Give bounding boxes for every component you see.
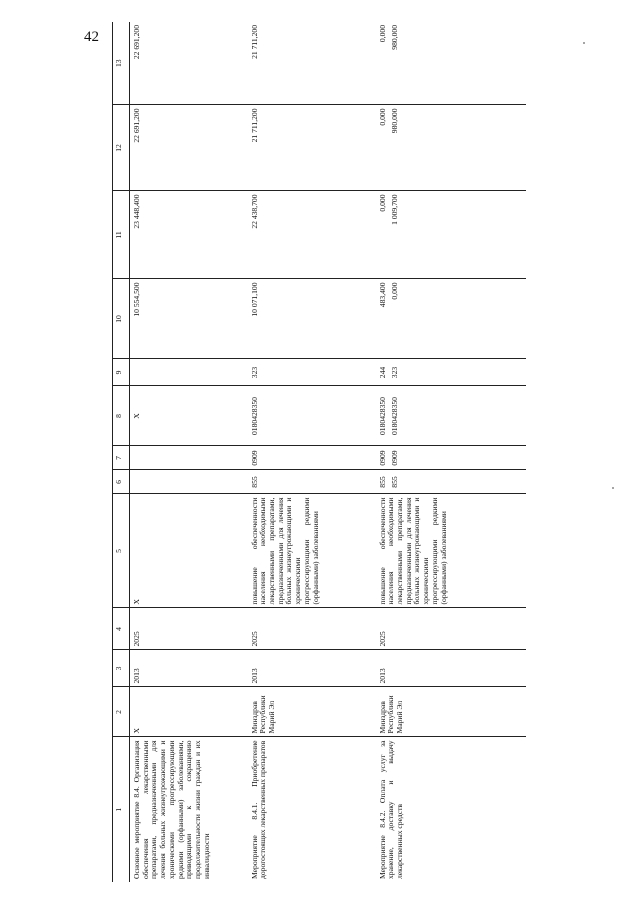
- cell-value: 244: [377, 366, 387, 379]
- value-col13-cell: [130, 22, 248, 105]
- cell-value: 323: [249, 366, 259, 379]
- table-body: [130, 22, 526, 882]
- cell-value: 0180428350: [249, 397, 259, 435]
- value-col12-cell: [130, 105, 248, 191]
- grbs-code-cell: [376, 470, 526, 494]
- activity-name-cell: Мероприятие 8.4.1. Приобретение дорогостоящих лекарственных препаратов: [249, 740, 268, 879]
- column-number-6: 6: [113, 470, 130, 494]
- value-col11-cell: [130, 191, 248, 279]
- value-col13-cell: [376, 22, 526, 105]
- executor-cell: Минздрав Республики Марий Эл: [376, 687, 526, 737]
- cell-value: 483,400: [377, 282, 387, 308]
- value-col10-cell: [130, 279, 248, 359]
- cell-value: [133, 474, 145, 491]
- start-year-cell: 2013: [130, 650, 248, 687]
- value-col12-cell: [248, 105, 376, 191]
- column-number-1: 1: [113, 737, 130, 882]
- table-row: [248, 22, 376, 882]
- executor-cell: Минздрав Республики Марий Эл: [248, 687, 376, 737]
- end-year-cell: 2025: [130, 608, 248, 650]
- cell-value: 980,000: [389, 108, 399, 134]
- value-col11-cell: [248, 191, 376, 279]
- value-col12-cell: [376, 105, 526, 191]
- column-number-7: 7: [113, 446, 130, 470]
- start-year-cell: 2013: [248, 650, 376, 687]
- column-number-12: 12: [113, 105, 130, 191]
- expense-type-cell: [130, 359, 248, 386]
- activity-name-cell: Основное мероприятие 8.4. Организация обеспечения лекарственными препаратами, предназначенными для лечения больных жизнеугрожающими и хроническими прогрессирующими редкими (орфанными) заболеваниями, приводящими к сокращению продолжительности жизни граждан и их инвалидности: [132, 740, 211, 879]
- value-col10-cell: [248, 279, 376, 359]
- target-article-cell: [376, 386, 526, 446]
- cell-value: [133, 450, 145, 467]
- expected-result-cell: Х: [130, 494, 248, 608]
- program-activities-table: [112, 22, 526, 882]
- cell-value: 0909: [377, 450, 387, 466]
- section-code-cell: [376, 446, 526, 470]
- end-year-cell: 2025: [376, 608, 526, 650]
- cell-value: 10 071,100: [249, 282, 259, 317]
- cell-value: 23 448,400: [132, 194, 141, 229]
- section-code-cell: [130, 446, 248, 470]
- table-row: [130, 22, 248, 882]
- column-number-10: 10: [113, 279, 130, 359]
- cell-value: Х: [132, 413, 141, 419]
- value-col13-cell: [248, 22, 376, 105]
- cell-value: 855: [377, 476, 387, 488]
- rotated-table-wrapper: [112, 22, 632, 882]
- end-year-cell: 2025: [248, 608, 376, 650]
- cell-value: 0180428350: [389, 397, 399, 435]
- cell-value: 22 438,700: [249, 194, 259, 229]
- cell-value: [133, 363, 145, 383]
- column-number-8: 8: [113, 386, 130, 446]
- cell-value: 0,000: [377, 108, 387, 126]
- target-article-cell: [248, 386, 376, 446]
- cell-value: 1 009,700: [389, 194, 399, 225]
- target-article-cell: [130, 386, 248, 446]
- column-number-11: 11: [113, 191, 130, 279]
- column-number-4: 4: [113, 608, 130, 650]
- cell-value: 855: [249, 476, 259, 488]
- column-number-13: 13: [113, 22, 130, 105]
- executor-cell: Х: [130, 687, 248, 737]
- expense-type-cell: [248, 359, 376, 386]
- table-row: [376, 22, 526, 882]
- cell-value: 0909: [249, 450, 259, 466]
- value-col10-cell: [376, 279, 526, 359]
- cell-value: 22 691,200: [132, 25, 141, 60]
- expected-result-cell: повышение обеспеченности населения необходимыми лекарственными препаратами, предназначенными для лечения больных жизнеугрожающими и хроническими прогрессирующими редкими (орфанными) заболеваниями: [376, 494, 526, 608]
- page-number: 42: [84, 29, 99, 45]
- column-number-9: 9: [113, 359, 130, 386]
- column-number-3: 3: [113, 650, 130, 687]
- start-year-cell: 2013: [376, 650, 526, 687]
- cell-value: 10 554,500: [132, 282, 141, 317]
- cell-value: 21 711,200: [249, 25, 259, 59]
- column-number-2: 2: [113, 687, 130, 737]
- cell-value: 323: [389, 366, 399, 379]
- column-number-row: [113, 22, 130, 882]
- cell-value: 21 711,200: [249, 108, 259, 143]
- cell-value: 0180428350: [377, 397, 387, 435]
- section-code-cell: [248, 446, 376, 470]
- grbs-code-cell: [248, 470, 376, 494]
- cell-value: 22 691,200: [132, 108, 141, 143]
- cell-value: 0,000: [377, 25, 387, 43]
- cell-value: 980,000: [389, 25, 399, 50]
- activity-name-cell: Мероприятие 8.4.2. Оплата услуг за хранение, доставку и выдачу лекарственных средств: [377, 740, 404, 879]
- cell-value: 0,000: [389, 282, 399, 300]
- column-number-5: 5: [113, 494, 130, 608]
- cell-value: 855: [389, 476, 399, 488]
- cell-value: 0,000: [377, 194, 387, 212]
- expected-result-cell: повышение обеспеченности населения необходимыми лекарственными препаратами, предназначенными для лечения больных жизнеугрожающими и хроническими прогрессирующими редкими (орфанными) заболеваниями: [248, 494, 376, 608]
- value-col11-cell: [376, 191, 526, 279]
- expense-type-cell: [376, 359, 526, 386]
- grbs-code-cell: [130, 470, 248, 494]
- cell-value: 0909: [389, 450, 399, 466]
